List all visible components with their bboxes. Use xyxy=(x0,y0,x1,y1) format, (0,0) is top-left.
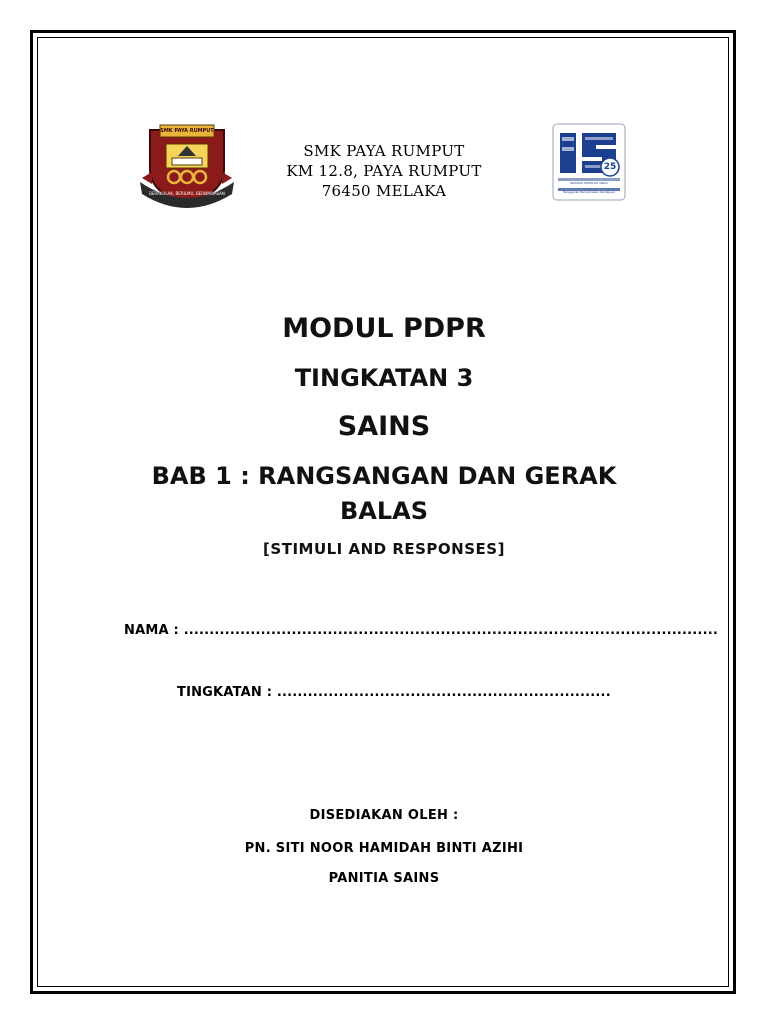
award-number: 25 xyxy=(603,162,617,172)
award-caption-bottom: Penggerak Pemeriksaan Kemajuan xyxy=(563,190,615,194)
chapter-title-line1: BAB 1 : RANGSANGAN DAN GERAK xyxy=(151,462,617,490)
subject-title: SAINS xyxy=(337,411,431,442)
author-name: PN. SITI NOOR HAMIDAH BINTI AZIHI xyxy=(244,841,524,856)
school-name: SMK PAYA RUMPUT xyxy=(303,142,465,160)
form-level-title: TINGKATAN 3 xyxy=(294,364,474,392)
science-panel: PANITIA SAINS xyxy=(328,871,440,886)
crest-banner-text: SMK PAYA RUMPUT xyxy=(160,128,214,134)
chapter-english-title: [STIMULI AND RESPONSES] xyxy=(263,540,505,558)
award-caption-top: IRAMATA SEKOLAH ANDA xyxy=(570,181,608,185)
chapter-title-line2: BALAS xyxy=(339,497,429,525)
student-name-field[interactable]: NAMA : ........................................................................................................ xyxy=(124,623,718,638)
school-address-line1: KM 12.8, PAYA RUMPUT xyxy=(286,162,482,180)
module-title: MODUL PDPR xyxy=(282,313,486,344)
crest-motto-text: BERAKHLAK, BERILMU, BERWAWASAN xyxy=(149,191,225,196)
school-address-line2: 76450 MELAKA xyxy=(321,182,447,200)
prepared-by-label: DISEDIAKAN OLEH : xyxy=(309,808,459,823)
student-class-field[interactable]: TINGKATAN : ................................................................. xyxy=(177,685,611,700)
